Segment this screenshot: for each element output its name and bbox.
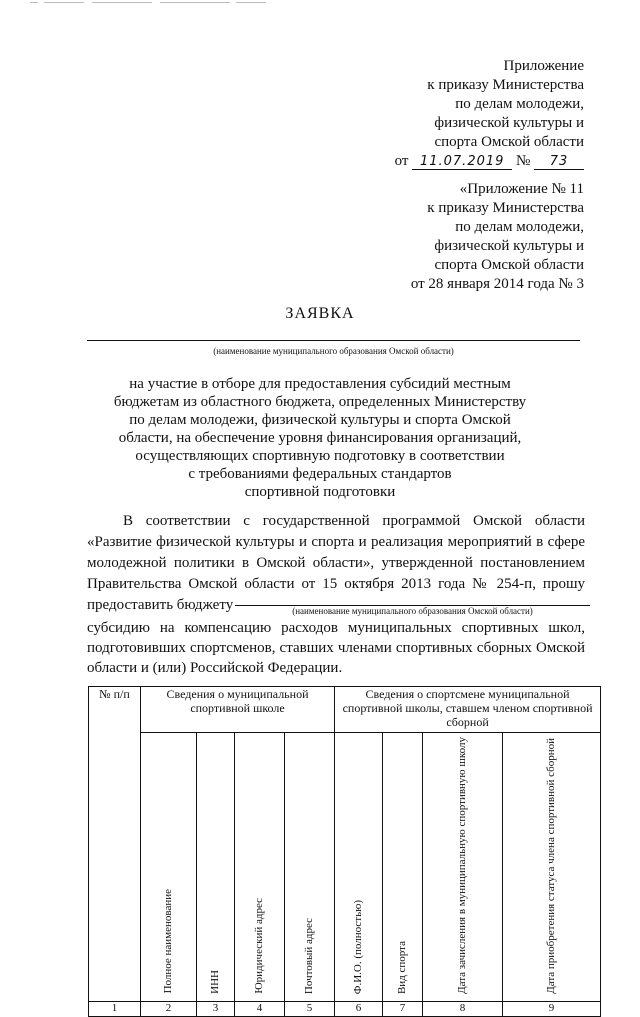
header-sport: Вид спорта xyxy=(383,733,423,1002)
header-postal-address: Почтовый адрес xyxy=(285,733,335,1002)
purpose-line: области, на обеспечение уровня финансирования организаций, xyxy=(118,430,522,446)
column-number: 6 xyxy=(335,1001,383,1016)
document-title: ЗАЯВКА xyxy=(285,305,355,322)
annex-line: от 28 января 2014 года № 3 xyxy=(410,276,584,292)
subsidy-paragraph xyxy=(87,618,585,678)
paragraph-line: Правительства Омской области от 15 октября 2013 года № 254-п, прошу xyxy=(87,576,585,592)
header-full-name: Полное наименование xyxy=(141,733,197,1002)
purpose-line: на участие в отборе для предоставления субсидий местным xyxy=(129,376,511,392)
column-number: 3 xyxy=(197,1001,235,1016)
municipality-caption: (наименование муниципального образования Омской области) xyxy=(213,346,454,356)
purpose-line: с требованиями федеральных стандартов xyxy=(188,466,452,482)
annex-line: спорта Омской области xyxy=(434,257,584,273)
annex-line: физической культуры и xyxy=(434,238,584,254)
paragraph-line: В соответствии с государственной программой Омской области xyxy=(123,513,585,529)
column-number: 9 xyxy=(503,1001,601,1016)
column-number: 4 xyxy=(235,1001,285,1016)
column-number: 8 xyxy=(423,1001,503,1016)
date-prefix: от xyxy=(394,153,409,169)
annex-line: по делам молодежи, xyxy=(455,219,584,235)
handwritten-number: 73 xyxy=(534,154,584,170)
annex-original-block xyxy=(411,180,584,294)
paragraph-line: субсидию на компенсацию расходов муниципальных спортивных школ, xyxy=(87,620,585,636)
purpose-text xyxy=(60,375,580,501)
municipality-blank-line xyxy=(87,340,580,341)
budget-blank-caption: (наименование муниципального образования Омской области) xyxy=(292,606,533,616)
annex-line: к приказу Министерства xyxy=(427,200,584,216)
header-full-fio: Ф.И.О. (полностью) xyxy=(335,733,383,1002)
header-athlete-group: Сведения о спортсмене муниципальной спортивной школы, ставшем членом спортивной сборной xyxy=(335,687,601,733)
column-number: 2 xyxy=(141,1001,197,1016)
purpose-line: бюджетам из областного бюджета, определенных Министерству xyxy=(113,394,527,410)
header-legal-address: Юридический адрес xyxy=(235,733,285,1002)
column-number: 5 xyxy=(285,1001,335,1016)
column-number: 7 xyxy=(383,1001,423,1016)
annex-date-line xyxy=(395,152,584,171)
paragraph-line: молодежной политики в Омской области», утвержденной постановлением xyxy=(87,555,585,571)
request-paragraph xyxy=(87,511,585,616)
purpose-line: спортивной подготовки xyxy=(244,484,396,500)
header-enrollment-date: Дата зачисления в муниципальную спортивную школу xyxy=(423,733,503,1002)
purpose-line: осуществляющих спортивную подготовку в соответствии xyxy=(135,448,505,464)
header-number: № п/п xyxy=(89,687,141,1002)
column-number: 1 xyxy=(89,1001,141,1016)
annex-line: к приказу Министерства xyxy=(427,77,584,93)
scan-artifact-marks xyxy=(30,2,280,6)
application-table xyxy=(88,686,601,1017)
annex-line: Приложение xyxy=(503,58,584,74)
number-prefix: № xyxy=(515,153,531,169)
paragraph-line: подготовивших спортсменов, ставших членами спортивных сборных Омской xyxy=(87,640,585,656)
purpose-line: по делам молодежи, физической культуры и спорта Омской xyxy=(129,412,511,428)
annex-current-block xyxy=(395,57,584,171)
handwritten-date: 11.07.2019 xyxy=(412,154,512,170)
header-team-status-date: Дата приобретения статуса члена спортивной сборной xyxy=(503,733,601,1002)
header-school-group: Сведения о муниципальной спортивной школе xyxy=(141,687,335,733)
paragraph-line: области и (или) Российской Федерации. xyxy=(87,660,343,676)
annex-line: по делам молодежи, xyxy=(455,96,584,112)
paragraph-line: «Развитие физической культуры и спорта и реализация мероприятий в сфере xyxy=(87,534,585,550)
annex-line: «Приложение № 11 xyxy=(459,181,584,197)
annex-line: спорта Омской области xyxy=(434,134,584,150)
header-inn: ИНН xyxy=(197,733,235,1002)
paragraph-line: предоставить бюджету xyxy=(87,597,234,613)
annex-line: физической культуры и xyxy=(434,115,584,131)
